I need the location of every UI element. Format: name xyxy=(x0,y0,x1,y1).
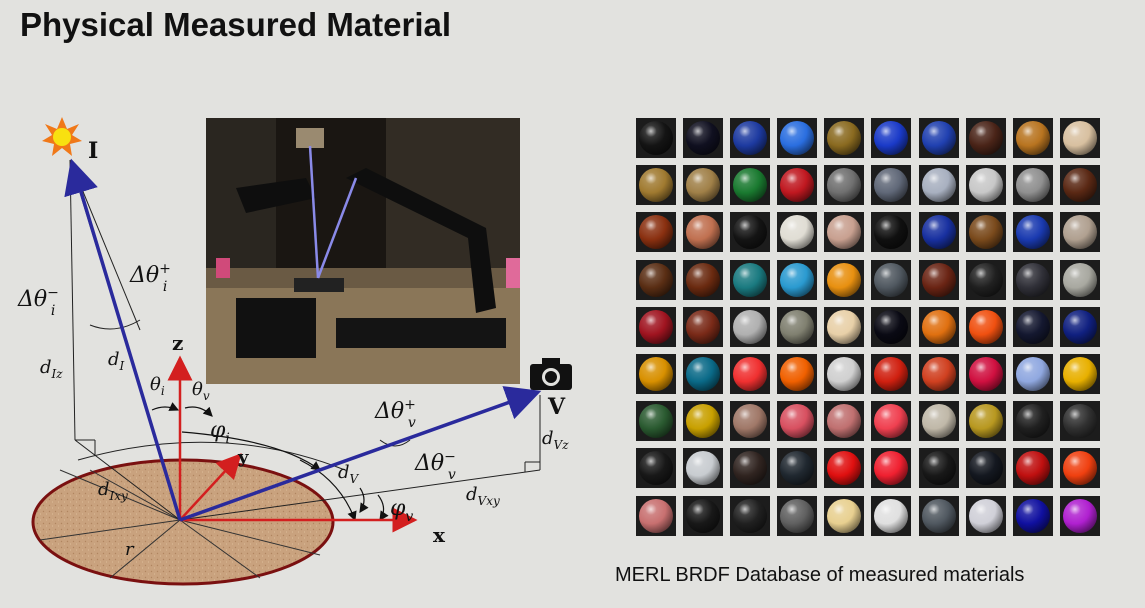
material-sphere xyxy=(1063,310,1097,344)
material-swatch xyxy=(824,260,864,300)
r-label: r xyxy=(125,539,134,560)
material-sphere xyxy=(639,451,673,485)
material-swatch xyxy=(1013,307,1053,347)
light-label: I xyxy=(88,138,99,164)
gonioreflectometer-photo xyxy=(206,118,520,384)
material-swatch xyxy=(966,496,1006,536)
material-sphere xyxy=(686,451,720,485)
material-sphere xyxy=(639,215,673,249)
d-ixy-label: $d_{Ixy}$ xyxy=(98,479,128,503)
dtheta-i-minus-label: Δθ− i xyxy=(18,285,59,319)
material-swatch xyxy=(777,260,817,300)
material-sphere xyxy=(639,499,673,533)
material-sphere xyxy=(733,404,767,438)
material-swatch xyxy=(683,260,723,300)
material-sphere xyxy=(780,357,814,391)
material-swatch xyxy=(777,354,817,394)
material-swatch xyxy=(730,118,770,158)
y-axis-label: y xyxy=(238,447,249,468)
material-swatch xyxy=(966,165,1006,205)
material-sphere xyxy=(1016,121,1050,155)
material-sphere xyxy=(1063,263,1097,297)
caption: MERL BRDF Database of measured materials xyxy=(615,564,1025,586)
material-swatch xyxy=(636,448,676,488)
material-sphere xyxy=(827,168,861,202)
material-swatch xyxy=(871,118,911,158)
material-sphere xyxy=(969,404,1003,438)
material-sphere xyxy=(874,499,908,533)
material-sphere xyxy=(922,263,956,297)
material-sphere xyxy=(780,263,814,297)
material-swatch xyxy=(966,448,1006,488)
material-swatch xyxy=(683,401,723,441)
material-swatch xyxy=(1060,307,1100,347)
material-sphere xyxy=(780,121,814,155)
d-v-label: $d_V$ xyxy=(338,462,359,486)
material-sphere xyxy=(1063,215,1097,249)
material-sphere xyxy=(922,451,956,485)
material-swatch xyxy=(1013,118,1053,158)
material-swatch xyxy=(919,212,959,252)
material-sphere xyxy=(1016,263,1050,297)
d-vz-label: $d_{Vz}$ xyxy=(542,428,569,452)
material-swatch xyxy=(871,448,911,488)
material-swatch xyxy=(730,165,770,205)
material-swatch xyxy=(636,401,676,441)
material-swatch xyxy=(1013,354,1053,394)
material-sphere xyxy=(827,263,861,297)
material-sphere xyxy=(639,357,673,391)
material-sphere xyxy=(827,357,861,391)
material-sphere xyxy=(780,499,814,533)
material-swatch xyxy=(777,448,817,488)
material-swatch xyxy=(919,448,959,488)
material-sphere xyxy=(969,215,1003,249)
material-swatch xyxy=(636,118,676,158)
camera-icon xyxy=(530,358,572,390)
material-sphere xyxy=(969,263,1003,297)
material-sphere xyxy=(780,168,814,202)
material-swatch xyxy=(919,401,959,441)
material-swatch xyxy=(1013,165,1053,205)
material-swatch xyxy=(1060,118,1100,158)
dtheta-i-plus-label: Δθ+ i xyxy=(130,261,171,295)
material-sphere xyxy=(874,168,908,202)
material-sphere xyxy=(874,215,908,249)
material-sphere xyxy=(733,215,767,249)
material-sphere xyxy=(639,404,673,438)
material-sphere xyxy=(639,310,673,344)
material-swatch xyxy=(871,496,911,536)
slide-title: Physical Measured Material xyxy=(20,6,452,43)
material-sphere xyxy=(1063,168,1097,202)
material-swatch xyxy=(730,448,770,488)
material-sphere xyxy=(874,357,908,391)
material-swatch xyxy=(1013,212,1053,252)
material-swatch xyxy=(824,118,864,158)
material-swatch xyxy=(824,212,864,252)
material-sphere xyxy=(639,168,673,202)
material-sphere xyxy=(1016,451,1050,485)
material-swatch xyxy=(1013,496,1053,536)
material-sphere xyxy=(1016,404,1050,438)
material-swatch xyxy=(636,307,676,347)
material-swatch xyxy=(777,212,817,252)
material-swatch xyxy=(636,165,676,205)
material-swatch xyxy=(919,260,959,300)
material-sphere xyxy=(733,499,767,533)
material-swatch xyxy=(683,496,723,536)
material-swatch xyxy=(636,260,676,300)
material-sphere xyxy=(827,121,861,155)
material-sphere xyxy=(922,215,956,249)
material-swatch xyxy=(683,118,723,158)
material-sphere xyxy=(686,215,720,249)
material-swatch xyxy=(730,307,770,347)
material-swatch xyxy=(871,354,911,394)
material-sphere xyxy=(1063,499,1097,533)
material-swatch xyxy=(824,165,864,205)
material-swatch xyxy=(871,307,911,347)
material-swatch xyxy=(1013,401,1053,441)
dtheta-v-minus-label: Δθ− v xyxy=(415,449,456,483)
material-swatch xyxy=(777,401,817,441)
material-sphere xyxy=(827,215,861,249)
material-swatch xyxy=(919,354,959,394)
material-swatch xyxy=(730,354,770,394)
material-swatch xyxy=(871,165,911,205)
material-sphere xyxy=(827,499,861,533)
material-sphere xyxy=(780,451,814,485)
material-sphere xyxy=(733,451,767,485)
material-sphere xyxy=(874,263,908,297)
material-swatch xyxy=(871,212,911,252)
material-sphere xyxy=(780,215,814,249)
material-swatch xyxy=(919,496,959,536)
material-swatch xyxy=(777,165,817,205)
material-sphere xyxy=(922,499,956,533)
material-swatch xyxy=(636,212,676,252)
material-sphere xyxy=(969,310,1003,344)
d-i-label: $d_I$ xyxy=(108,349,125,373)
material-swatch xyxy=(683,165,723,205)
material-sphere xyxy=(922,121,956,155)
material-swatch xyxy=(777,307,817,347)
material-swatch xyxy=(777,118,817,158)
material-sphere xyxy=(1063,357,1097,391)
material-swatch xyxy=(730,260,770,300)
material-swatch xyxy=(824,401,864,441)
material-sphere xyxy=(969,499,1003,533)
photo-illustration xyxy=(206,118,520,384)
material-sphere xyxy=(827,451,861,485)
phi-i-label: $\varphi_i$ xyxy=(210,418,230,447)
material-swatch xyxy=(871,260,911,300)
material-swatch xyxy=(966,212,1006,252)
material-sphere xyxy=(922,168,956,202)
material-sphere xyxy=(922,310,956,344)
material-sphere xyxy=(969,357,1003,391)
material-sphere xyxy=(1016,310,1050,344)
view-label: V xyxy=(548,394,566,420)
material-sphere xyxy=(686,499,720,533)
material-swatch xyxy=(777,496,817,536)
material-swatch xyxy=(1060,401,1100,441)
material-sphere xyxy=(780,310,814,344)
material-swatch xyxy=(1013,260,1053,300)
sun-icon xyxy=(42,117,82,156)
material-sphere xyxy=(922,404,956,438)
material-sphere xyxy=(686,121,720,155)
material-sphere xyxy=(686,357,720,391)
material-swatch xyxy=(824,448,864,488)
material-swatch xyxy=(919,307,959,347)
material-sphere xyxy=(733,357,767,391)
material-swatch xyxy=(1013,448,1053,488)
material-sphere xyxy=(639,263,673,297)
material-sphere xyxy=(874,404,908,438)
material-swatch xyxy=(871,401,911,441)
material-sphere xyxy=(874,310,908,344)
material-sphere xyxy=(1016,357,1050,391)
material-sphere xyxy=(686,168,720,202)
material-swatch xyxy=(1060,260,1100,300)
material-sphere xyxy=(874,121,908,155)
phi-v-label: $\varphi_v$ xyxy=(390,496,414,525)
material-sphere xyxy=(1016,499,1050,533)
material-sphere xyxy=(686,310,720,344)
material-swatch xyxy=(1060,448,1100,488)
material-swatch xyxy=(1060,354,1100,394)
material-swatch xyxy=(730,212,770,252)
d-vxy-label: $d_{Vxy}$ xyxy=(466,484,500,508)
material-swatch xyxy=(636,496,676,536)
material-swatch xyxy=(919,165,959,205)
material-swatch xyxy=(683,212,723,252)
material-sphere xyxy=(733,263,767,297)
material-swatch xyxy=(966,307,1006,347)
material-sphere xyxy=(1063,451,1097,485)
material-swatch xyxy=(636,354,676,394)
material-sphere xyxy=(733,168,767,202)
material-swatch xyxy=(730,401,770,441)
material-swatch xyxy=(919,118,959,158)
material-swatch xyxy=(966,260,1006,300)
material-sphere xyxy=(733,310,767,344)
material-sphere xyxy=(969,451,1003,485)
material-swatch xyxy=(824,354,864,394)
material-sphere xyxy=(969,121,1003,155)
theta-i-label: $\theta_i$ xyxy=(150,374,165,398)
material-sphere xyxy=(827,310,861,344)
material-swatch xyxy=(1060,212,1100,252)
material-swatch xyxy=(966,354,1006,394)
material-swatch xyxy=(966,118,1006,158)
dtheta-v-plus-label: Δθ+ v xyxy=(375,397,416,431)
material-sphere xyxy=(969,168,1003,202)
material-sphere xyxy=(639,121,673,155)
material-sphere xyxy=(1063,404,1097,438)
d-iz-label: $d_{Iz}$ xyxy=(40,357,63,381)
material-sphere xyxy=(1016,168,1050,202)
theta-v-label: $\theta_v$ xyxy=(192,379,210,403)
material-swatch xyxy=(1060,496,1100,536)
material-swatch xyxy=(824,307,864,347)
material-swatch xyxy=(824,496,864,536)
material-swatch xyxy=(683,307,723,347)
material-sphere xyxy=(827,404,861,438)
material-grid xyxy=(636,118,1100,536)
material-swatch xyxy=(683,354,723,394)
material-sphere xyxy=(686,263,720,297)
material-sphere xyxy=(780,404,814,438)
material-sphere xyxy=(733,121,767,155)
z-axis-label: z xyxy=(172,331,184,355)
material-sphere xyxy=(1016,215,1050,249)
material-sphere xyxy=(874,451,908,485)
material-swatch xyxy=(966,401,1006,441)
material-swatch xyxy=(730,496,770,536)
material-sphere xyxy=(922,357,956,391)
material-sphere xyxy=(686,404,720,438)
x-axis-label: x xyxy=(433,523,445,547)
material-sphere xyxy=(1063,121,1097,155)
material-swatch xyxy=(1060,165,1100,205)
material-swatch xyxy=(683,448,723,488)
